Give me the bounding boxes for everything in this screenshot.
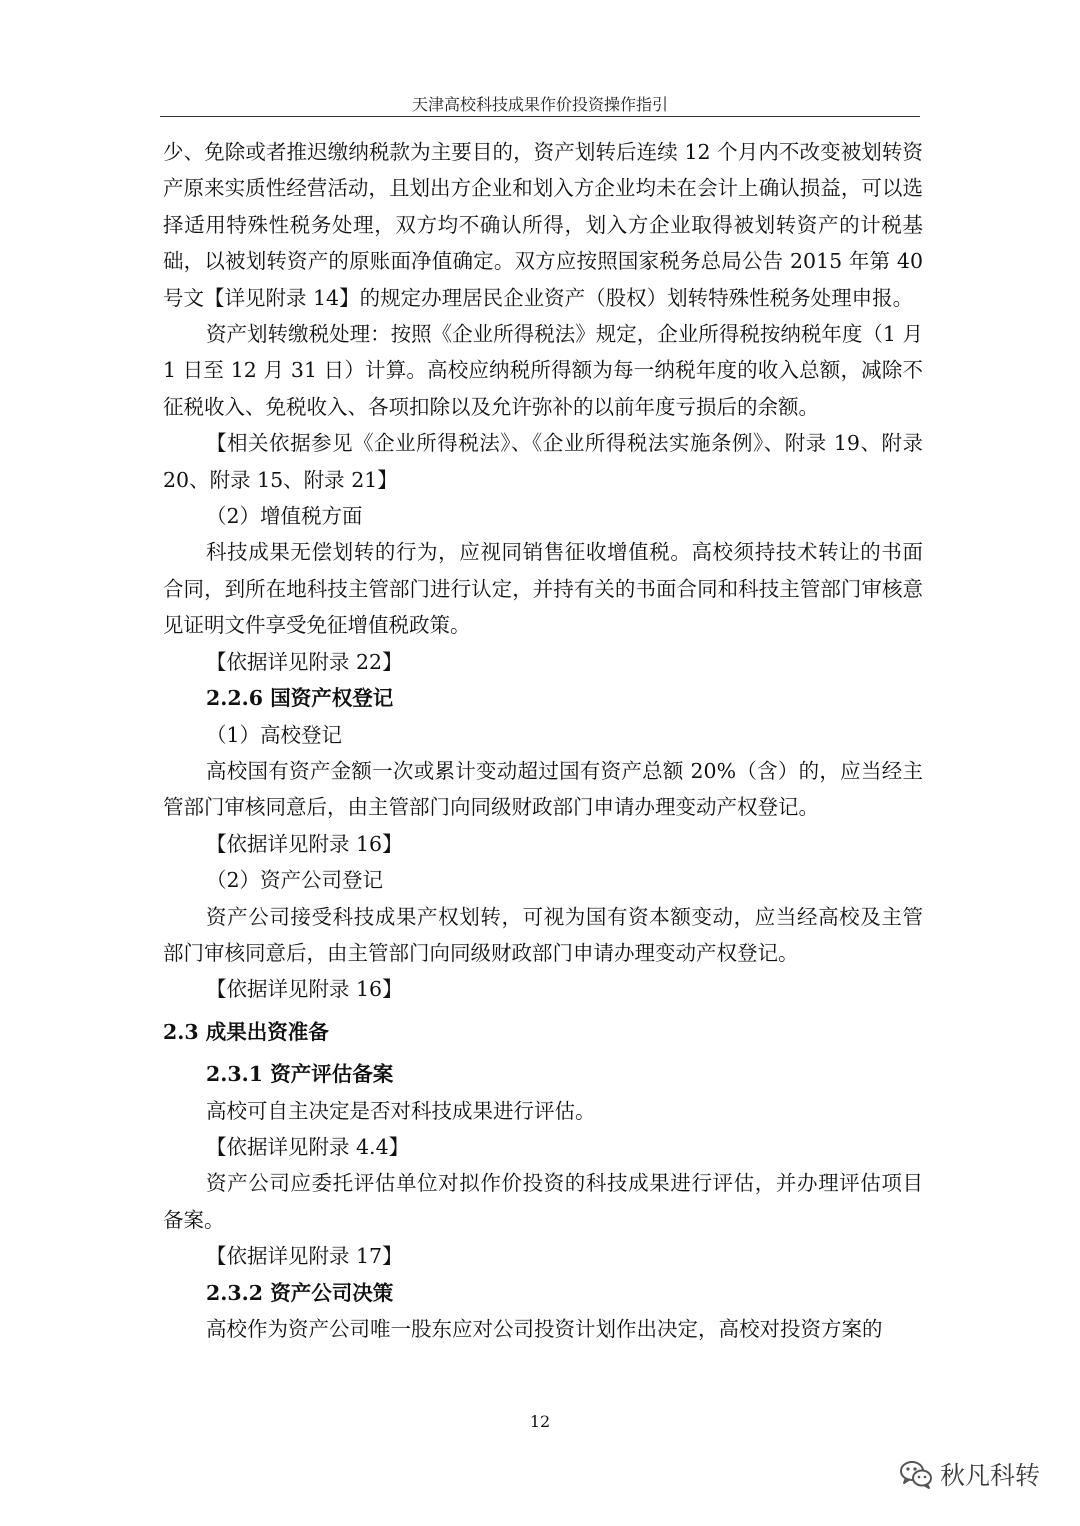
- watermark: [898, 1454, 1068, 1494]
- citation-note: 【依据详见附录 16】: [206, 977, 403, 1002]
- paragraph: 少、免除或者推迟缴纳税款为主要目的，资产划转后连续 12 个月内不改变被划转资产原来实质性经营活动，且划出方企业和划入方企业均未在会计上确认损益，可以选择适用特殊性税务处理，双方均不确认所得，划入方企业取得被划转资产的计税基础，以被划转资产的原账面净值确定。双方应按照国家税务总局公告 2015 年第 40 号文【详见附录 14】的规定办理居民企业资产（股权）划转特殊性税务处理申报。: [163, 140, 923, 310]
- section-heading: 2.3.2 资产公司决策: [206, 1280, 394, 1305]
- paragraph: 高校作为资产公司唯一股东应对公司投资计划作出决定，高校对投资方案的: [206, 1317, 883, 1341]
- citation-note: 【相关依据参见《企业所得税法》、《企业所得税法实施条例》、附录 19、附录 20、附录 15、附录 21】: [163, 431, 923, 492]
- sub-item-heading: （2）资产公司登记: [206, 868, 384, 893]
- citation-note: 【依据详见附录 17】: [206, 1244, 403, 1269]
- sub-item-heading: （1）高校登记: [206, 722, 343, 747]
- citation-note: 【依据详见附录 22】: [206, 649, 403, 674]
- paragraph: 资产公司应委托评估单位对拟作价投资的科技成果进行评估，并办理评估项目备案。: [163, 1171, 923, 1232]
- section-heading: 2.3.1 资产评估备案: [206, 1062, 394, 1087]
- paragraph: 资产公司接受科技成果产权划转，可视为国有资本额变动，应当经高校及主管部门审核同意后，由主管部门向同级财政部门申请办理变动产权登记。: [163, 904, 923, 965]
- citation-note: 【依据详见附录 16】: [206, 831, 403, 856]
- paragraph: 科技成果无偿划转的行为，应视同销售征收增值税。高校须持技术转让的书面合同，到所在地科技主管部门进行认定，并持有关的书面合同和科技主管部门审核意见证明文件享受免征增值税政策。: [163, 540, 923, 638]
- watermark-text: 秋凡科转: [940, 1461, 1041, 1490]
- citation-note: 【依据详见附录 4.4】: [206, 1134, 410, 1159]
- header-divider: [160, 116, 920, 117]
- page-content: [163, 134, 923, 1347]
- paragraph: 资产划转缴税处理：按照《企业所得税法》规定，企业所得税按纳税年度（1 月 1 日至 12 月 31 日）计算。高校应纳税所得额为每一纳税年度的收入总额，减除不征税收入、免税收入、各项扣除以及允许弥补的以前年度亏损后的余额。: [163, 322, 923, 419]
- paragraph: 高校国有资产金额一次或累计变动超过国有资产总额 20%（含）的，应当经主管部门审核同意后，由主管部门向同级财政部门申请办理变动产权登记。: [163, 758, 923, 820]
- section-heading: 2.2.6 国资产权登记: [206, 686, 394, 711]
- page-number: 12: [529, 1412, 551, 1431]
- wechat-icon: [898, 1456, 934, 1492]
- running-header: 天津高校科技成果作价投资操作指引: [411, 95, 668, 114]
- chapter-section-heading: 2.3 成果出资准备: [163, 1019, 329, 1044]
- sub-item-heading: （2）增值税方面: [206, 504, 363, 529]
- paragraph: 高校可自主决定是否对科技成果进行评估。: [206, 1098, 596, 1123]
